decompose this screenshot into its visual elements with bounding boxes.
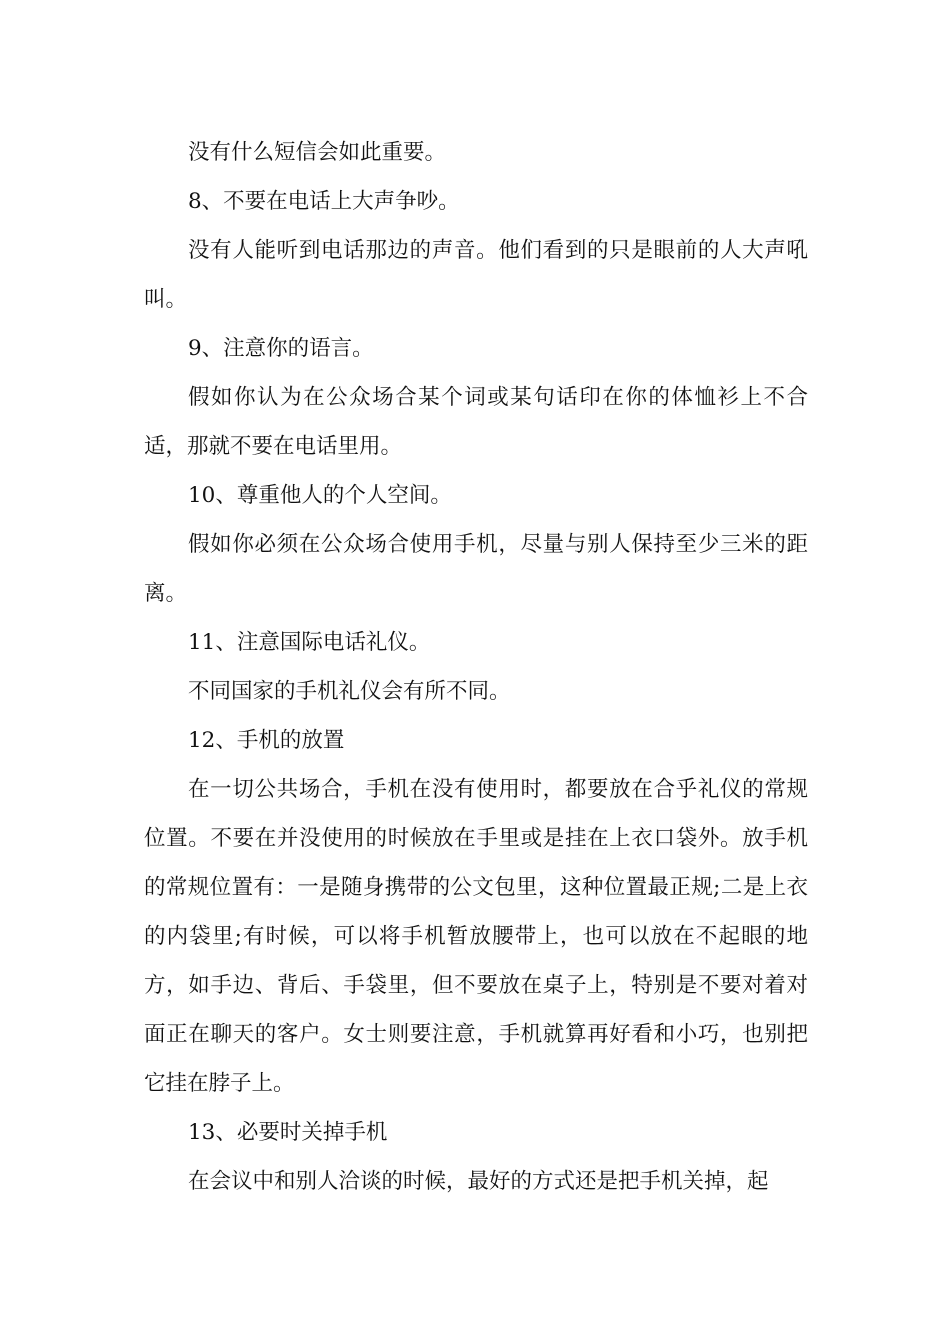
section-heading: 10、尊重他人的个人空间。 — [188, 483, 452, 508]
paragraph: 不同国家的手机礼仪会有所不同。 — [188, 679, 511, 704]
paragraph: 在会议中和别人洽谈的时候，最好的方式还是把手机关掉，起 — [188, 1169, 769, 1194]
paragraph: 没有什么短信会如此重要。 — [188, 140, 447, 165]
paragraph: 没有人能听到电话那边的声音。他们看到的只是眼前的人大声吼叫。 — [144, 238, 808, 312]
section-heading: 8、不要在电话上大声争吵。 — [188, 189, 460, 214]
document-body — [144, 128, 808, 1206]
section-heading: 11、注意国际电话礼仪。 — [188, 630, 431, 655]
paragraph: 在一切公共场合，手机在没有使用时，都要放在合乎礼仪的常规位置。不要在并没使用的时候放在手里或是挂在上衣口袋外。放手机的常规位置有：一是随身携带的公文包里，这种位置最正规;二是上衣的内袋里;有时候，可以将手机暂放腰带上，也可以放在不起眼的地方，如手边、背后、手袋里，但不要放在桌子上，特别是不要对着对面正在聊天的客户。女士则要注意，手机就算再好看和小巧，也别把它挂在脖子上。 — [144, 777, 808, 1096]
paragraph: 假如你认为在公众场合某个词或某句话印在你的体恤衫上不合适，那就不要在电话里用。 — [144, 385, 808, 459]
section-heading: 9、注意你的语言。 — [188, 336, 374, 361]
section-heading: 13、必要时关掉手机 — [188, 1120, 388, 1145]
section-heading: 12、手机的放置 — [188, 728, 345, 753]
paragraph: 假如你必须在公众场合使用手机，尽量与别人保持至少三米的距离。 — [144, 532, 808, 606]
